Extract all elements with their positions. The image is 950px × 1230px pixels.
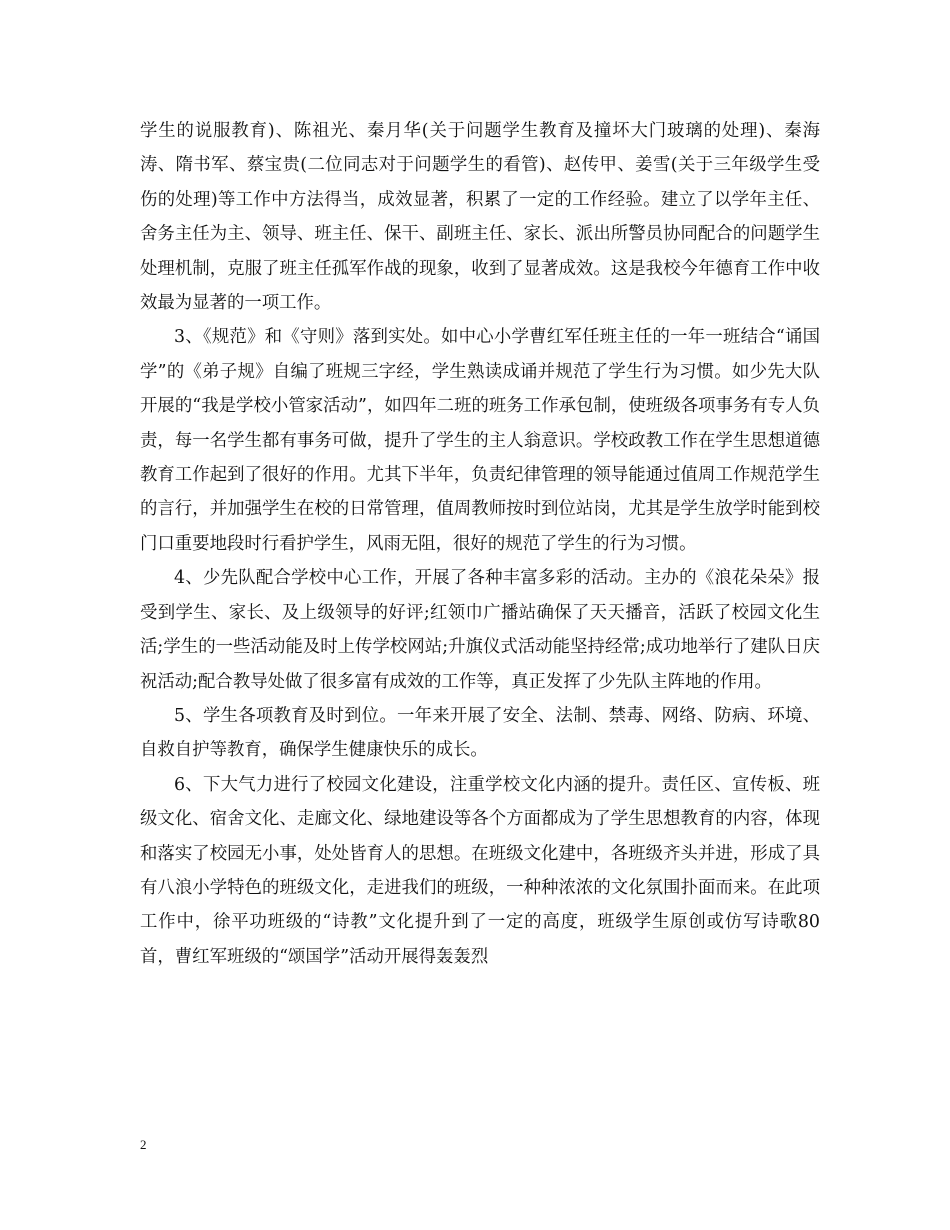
paragraph-5: 6、下大气力进行了校园文化建设，注重学校文化内涵的提升。责任区、宣传板、班级文化、宿舍文化、走廊文化、绿地建设等各个方面都成为了学生思想教育的内容，体现和落实了校园无小事，处处皆育人的思想。在班级文化建中，各班级齐头并进，形成了具有八浪小学特色的班级文化，走进我们的班级，一种种浓浓的文化氛围扑面而来。在此项工作中，徐平功班级的“诗教”文化提升到了一定的高度，班级学生原创或仿写诗歌80首，曹红军班级的“颂国学”活动开展得轰轰烈 xyxy=(140,774,820,967)
page-number: 2 xyxy=(140,1137,147,1152)
paragraph-2: 3、《规范》和《守则》落到实处。如中心小学曹红军任班主任的一年一班结合“诵国学”的《弟子规》自编了班规三字经，学生熟读成诵并规范了学生行为习惯。如少先大队开展的“我是学校小管家活动”，如四年二班的班务工作承包制，使班级各项事务有专人负责，每一名学生都有事务可做，提升了学生的主人翁意识。学校政教工作在学生思想道德教育工作起到了很好的作用。尤其下半年，负责纪律管理的领导能通过值周工作规范学生的言行，并加强学生在校的日常管理，值周教师按时到位站岗，尤其是学生放学时能到校门口重要地段时行看护学生，风雨无阻，很好的规范了学生的行为习惯。 xyxy=(140,327,820,554)
body-text xyxy=(140,114,820,974)
paragraph-1: 学生的说服教育)、陈祖光、秦月华(关于问题学生教育及撞坏大门玻璃的处理)、秦海涛、隋书军、蔡宝贵(二位同志对于问题学生的看管)、赵传甲、姜雪(关于三年级学生受伤的处理)等工作中方法得当，成效显著，积累了一定的工作经验。建立了以学年主任、舍务主任为主、领导、班主任、保干、副班主任、家长、派出所警员协同配合的问题学生处理机制，克服了班主任孤军作战的现象，收到了显著成效。这是我校今年德育工作中收效最为显著的一项工作。 xyxy=(140,121,820,314)
paragraph-3: 4、少先队配合学校中心工作，开展了各种丰富多彩的活动。主办的《浪花朵朵》报受到学生、家长、及上级领导的好评;红领巾广播站确保了天天播音，活跃了校园文化生活;学生的一些活动能及时上传学校网站;升旗仪式活动能坚持经常;成功地举行了建队日庆祝活动;配合教导处做了很多富有成效的工作等，真正发挥了少先队主阵地的作用。 xyxy=(140,568,820,692)
paragraph-4: 5、学生各项教育及时到位。一年来开展了安全、法制、禁毒、网络、防病、环境、自救自护等教育，确保学生健康快乐的成长。 xyxy=(140,705,820,761)
